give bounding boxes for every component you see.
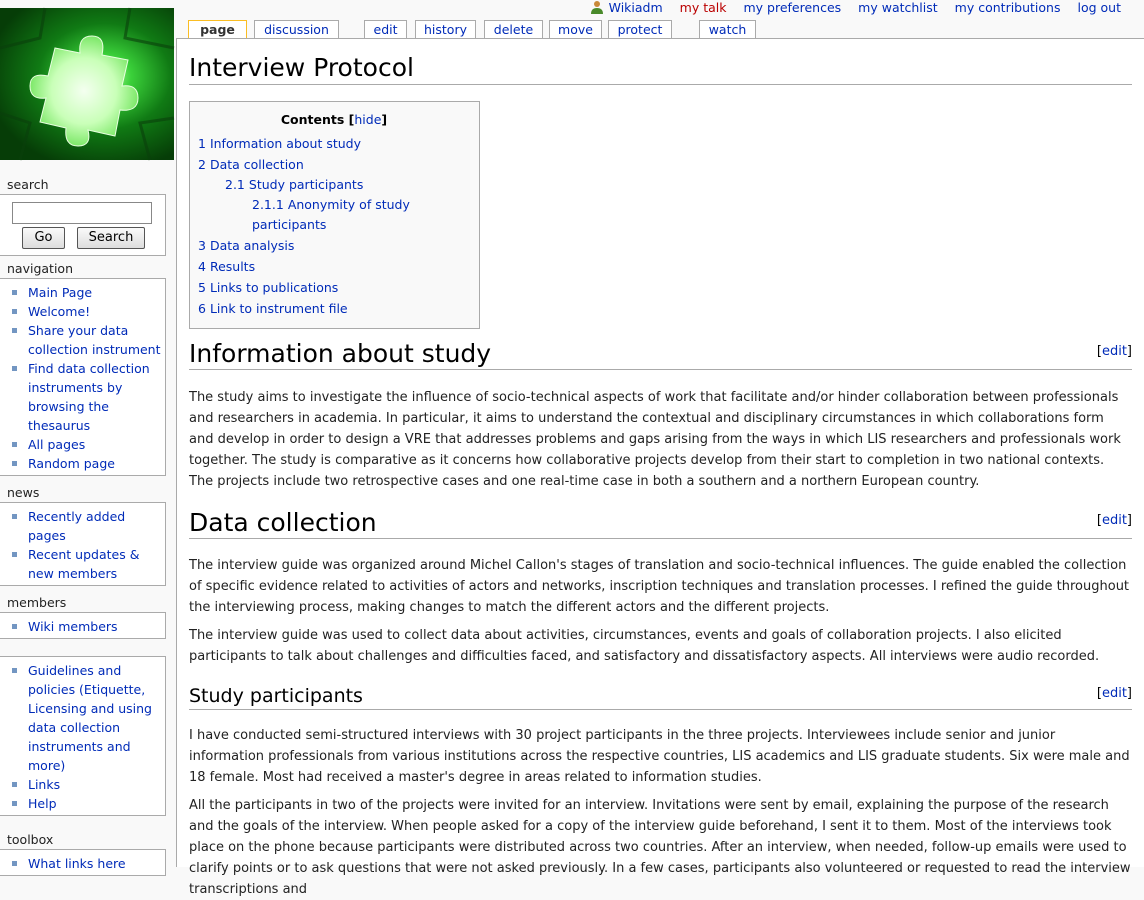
search-portlet	[0, 177, 166, 256]
toc-number: 2.1	[225, 177, 245, 192]
toc-number: 2.1.1	[252, 197, 284, 212]
user-icon	[590, 0, 604, 14]
section-heading-data-collection	[189, 508, 1132, 539]
search-button[interactable]: Search	[77, 227, 145, 249]
help-portlet	[0, 655, 166, 816]
edit-section-link: [edit]	[1096, 344, 1132, 359]
bullet-icon	[12, 668, 17, 673]
section-title: Study participants	[189, 685, 363, 707]
bullet-icon	[12, 309, 17, 314]
tab-edit[interactable]	[364, 20, 407, 39]
toc-text[interactable]: Data collection	[209, 157, 304, 172]
sidebar-link[interactable]: Welcome!	[28, 304, 91, 319]
search-input[interactable]	[12, 202, 152, 224]
tab-page-label[interactable]: page	[200, 22, 235, 37]
portlet-title: news	[7, 485, 40, 500]
toc-item[interactable]	[198, 175, 470, 195]
tab-watch-label[interactable]: watch	[708, 22, 747, 37]
sidebar-item-share-instrument[interactable]	[12, 321, 161, 359]
toc-text[interactable]: Results	[209, 259, 256, 274]
sidebar-item-guidelines[interactable]	[12, 661, 161, 775]
toc-item[interactable]	[198, 298, 470, 319]
section-title: Data collection	[189, 508, 377, 537]
paragraph: I have conducted semi-structured interviews with 30 project participants in the three projects. Interviewees include senior and junior information professionals from various institutions across the respective countries, LIS academics and LIS graduate students. Six were male and 18 female. Most had received a master's degree in areas related to information studies.	[189, 728, 1130, 785]
toc-text[interactable]: Data analysis	[209, 238, 295, 253]
tab-protect[interactable]	[608, 20, 672, 39]
toc-item[interactable]	[198, 195, 470, 235]
sidebar-link[interactable]: Links	[28, 777, 61, 792]
toc-title-row: Contents [hide]	[280, 112, 388, 127]
sidebar-link[interactable]: Main Page	[28, 285, 93, 300]
toolbox-body	[0, 849, 166, 876]
sidebar-link[interactable]: Random page	[28, 456, 115, 471]
toc-number: 2	[198, 157, 206, 172]
toc-text[interactable]: Anonymity of study participants	[252, 197, 410, 232]
toc-number: 3	[198, 238, 206, 253]
bullet-icon	[12, 366, 17, 371]
news-body	[0, 502, 166, 586]
toc-item[interactable]	[198, 277, 470, 298]
tab-move-label[interactable]: move	[558, 22, 593, 37]
bullet-icon	[12, 861, 17, 866]
page-title: Interview Protocol	[189, 53, 1132, 85]
edit-link[interactable]: edit	[1101, 513, 1127, 528]
sidebar-link[interactable]: Recent updates & new members	[28, 547, 140, 581]
tab-discussion-label[interactable]: discussion	[264, 22, 329, 37]
bullet-icon	[12, 624, 17, 629]
toc-title: Contents	[280, 112, 345, 127]
edit-link[interactable]: edit	[1101, 686, 1127, 701]
tab-edit-label[interactable]: edit	[373, 22, 398, 37]
sidebar-link[interactable]: Help	[28, 796, 57, 811]
toc-number: 6	[198, 301, 206, 316]
edit-section-link: [edit]	[1096, 513, 1132, 528]
navigation-body	[0, 278, 166, 476]
portlet-title: search	[7, 177, 49, 192]
sidebar-item-all-pages[interactable]	[12, 435, 161, 454]
bullet-icon	[12, 328, 17, 333]
toc-number: 4	[198, 259, 206, 274]
sidebar-link[interactable]: What links here	[28, 856, 126, 871]
bullet-icon	[12, 461, 17, 466]
edit-section-link: [edit]	[1096, 686, 1132, 701]
section-heading-study-participants	[189, 683, 1132, 710]
bullet-icon	[12, 782, 17, 787]
paragraph: All the participants in two of the projects were invited for an interview. Invitations were sent by email, explaining the purpose of the research and the goals of the interview. When people asked for a copy of the interview guide beforehand, I sent it to them. Most of the interviews took place on the phone because participants were distributed across two countries. After an interview, when needed, follow-up emails were used to clarify points or to ask questions that were not asked previously. In a few cases, participants also volunteered or requested to read the interview transcriptions and	[189, 798, 1131, 897]
toc-text[interactable]: Study participants	[248, 177, 364, 192]
portlet-title: toolbox	[7, 832, 54, 847]
toc-item[interactable]	[198, 256, 470, 277]
toc-text[interactable]: Information about study	[209, 136, 361, 151]
sidebar-link[interactable]: All pages	[28, 437, 86, 452]
bullet-icon	[12, 514, 17, 519]
sidebar-item-recently-added[interactable]	[12, 507, 161, 545]
bullet-icon	[12, 801, 17, 806]
puzzle-logo	[0, 8, 174, 160]
my-talk-link[interactable]: my talk	[679, 0, 727, 15]
sidebar-link[interactable]: Find data collection instruments by browsing the thesaurus	[28, 361, 150, 433]
toolbox-portlet	[0, 832, 166, 876]
toc-item[interactable]	[198, 235, 470, 256]
sidebar-item-main-page[interactable]	[12, 283, 161, 302]
toc-number: 5	[198, 280, 206, 295]
tab-page[interactable]	[188, 20, 247, 40]
news-portlet	[0, 485, 166, 586]
tab-protect-label[interactable]: protect	[617, 22, 663, 37]
paragraph: The study aims to investigate the influence of socio-technical aspects of work that facilitate and/or hinder collaboration between professionals and researchers in academia. In particular, it aims to understand the contextual and disciplinary circumstances in which collaborations form and develop in order to design a VRE that addresses problems and gaps arising from the ways in which LIS researchers and professionals work together. The study is comparative as it concerns how collaborative projects develop from their start to completion in two national contexts. The projects include two retrospective cases and one real-time case in both a southern and a northern European country.	[189, 390, 1121, 489]
sidebar-item-recent-updates[interactable]	[12, 545, 161, 583]
tab-history-label[interactable]: history	[424, 22, 467, 37]
tab-move[interactable]	[549, 20, 602, 39]
sidebar-item-find-instruments[interactable]	[12, 359, 161, 435]
log-out-link[interactable]: log out	[1077, 0, 1121, 15]
navigation-portlet	[0, 261, 166, 476]
main-content	[176, 38, 1144, 897]
bullet-icon	[12, 290, 17, 295]
bullet-icon	[12, 552, 17, 557]
my-watchlist-link[interactable]: my watchlist	[858, 0, 938, 15]
portlet-title: members	[7, 595, 67, 610]
toc-item[interactable]	[198, 133, 470, 154]
sidebar-item-welcome[interactable]	[12, 302, 161, 321]
sidebar-link[interactable]: Share your data collection instrument	[28, 323, 161, 357]
toc-text[interactable]: Links to publications	[209, 280, 339, 295]
my-preferences-link[interactable]: my preferences	[743, 0, 842, 15]
help-body	[0, 656, 166, 816]
section-heading-information	[189, 339, 1132, 370]
paragraph: The interview guide was used to collect data about activities, circumstances, events and goals of collaboration projects. I also elicited participants to talk about challenges and difficulties faced, and satisfactory and dissatisfactory aspects. All interviews were audio recorded.	[189, 628, 1100, 664]
members-body	[0, 612, 166, 639]
sidebar-item-what-links-here[interactable]	[12, 854, 161, 873]
tab-delete-label[interactable]: delete	[493, 22, 534, 37]
tab-history[interactable]	[415, 20, 476, 39]
toc-item[interactable]	[198, 154, 470, 175]
portlet-title: navigation	[7, 261, 73, 276]
sidebar-item-links[interactable]	[12, 775, 161, 794]
go-button[interactable]: Go	[22, 227, 65, 249]
toc-text[interactable]: Link to instrument file	[209, 301, 348, 316]
section-title: Information about study	[189, 339, 492, 368]
user-page-link[interactable]: Wikiadm	[608, 0, 663, 15]
my-contributions-link[interactable]: my contributions	[954, 0, 1061, 15]
sidebar-link[interactable]: Wiki members	[28, 619, 118, 634]
sidebar-link[interactable]: Recently added pages	[28, 509, 126, 543]
toc-number: 1	[198, 136, 206, 151]
search-body	[0, 194, 166, 256]
personal-tools	[590, 0, 1144, 16]
table-of-contents	[189, 101, 480, 329]
paragraph: The interview guide was organized around Michel Callon's stages of translation and socio-technical influences. The guide enabled the collection of specific evidence related to activities of actors and networks, inscription techniques and translation processes. I refined the guide throughout the interviewing process, making changes to match the different actors and the different projects.	[189, 558, 1130, 615]
bullet-icon	[12, 442, 17, 447]
members-portlet	[0, 595, 166, 639]
toc-hide-toggle[interactable]: hide	[354, 112, 382, 127]
edit-link[interactable]: edit	[1101, 344, 1127, 359]
sidebar-item-random-page[interactable]	[12, 454, 161, 473]
tab-discussion[interactable]	[254, 20, 339, 39]
tab-watch[interactable]	[699, 20, 756, 39]
sidebar-link[interactable]: Guidelines and policies (Etiquette, Licensing and using data collection instruments and more)	[28, 663, 152, 773]
sidebar-item-wiki-members[interactable]	[12, 617, 161, 636]
site-logo[interactable]	[0, 8, 174, 160]
sidebar-item-help[interactable]	[12, 794, 161, 813]
tab-delete[interactable]	[484, 20, 543, 39]
